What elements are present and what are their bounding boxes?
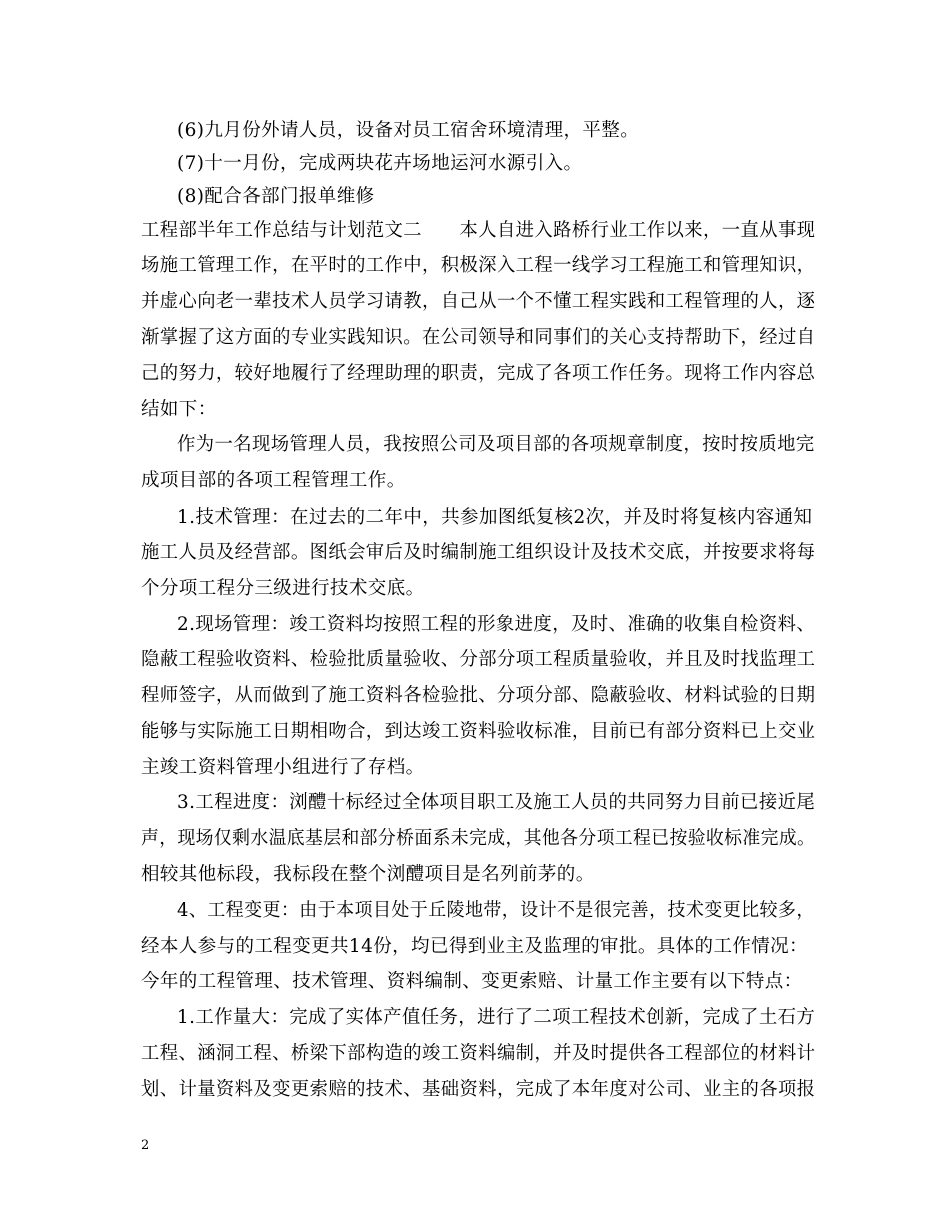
text-line: 经本人参与的工程变更共14份，均已得到业主及监理的审批。具体的工作情况：	[141, 936, 808, 957]
text-line: 1.工作量大：完成了实体产值任务，进行了二项工程技术创新，完成了土石方	[177, 1007, 816, 1028]
text-line: 场施工管理工作，在平时的工作中，积极深入工程一线学习工程施工和管理知识，	[141, 255, 816, 276]
text-line: 并虚心向老一辈技术人员学习请教，自己从一个不懂工程实践和工程管理的人，逐	[141, 291, 816, 312]
page-number: 2	[141, 1138, 150, 1153]
text-line: 己的努力，较好地履行了经理助理的职责，完成了各项工作任务。现将工作内容总	[141, 363, 816, 384]
text-line: 主竣工资料管理小组进行了存档。	[141, 757, 425, 778]
text-line: 划、计量资料及变更索赔的技术、基础资料，完成了本年度对公司、业主的各项报	[141, 1079, 816, 1100]
text-line: 3.工程进度：浏醴十标经过全体项目职工及施工人员的共同努力目前已接近尾	[177, 792, 816, 813]
text-line: 工程、涵洞工程、桥梁下部构造的竣工资料编制，并及时提供各工程部位的材料计	[141, 1043, 816, 1064]
text-line: (6)九月份外请人员，设备对员工宿舍环境清理，平整。	[177, 120, 640, 141]
text-line: 程师签字，从而做到了施工资料各检验批、分项分部、隐蔽验收、材料试验的日期	[141, 685, 816, 706]
text-line: 作为一名现场管理人员，我按照公司及项目部的各项规章制度，按时按质地完	[177, 434, 815, 455]
text-line: (7)十一月份，完成两块花卉场地运河水源引入。	[177, 153, 583, 174]
text-line: 1.技术管理：在过去的二年中，共参加图纸复核2次，并及时将复核内容通知	[177, 507, 813, 528]
text-line: 工程部半年工作总结与计划范文二 本人自进入路桥行业工作以来，一直从事现	[141, 220, 816, 241]
text-line: 今年的工程管理、技术管理、资料编制、变更索赔、计量工作主要有以下特点：	[141, 971, 803, 992]
text-line: 声，现场仅剩水温底基层和部分桥面系未完成，其他各分项工程已按验收标准完成。	[141, 828, 816, 849]
text-line: 隐蔽工程验收资料、检验批质量验收、分部分项工程质量验收，并且及时找监理工	[141, 649, 816, 670]
text-line: 个分项工程分三级进行技术交底。	[141, 578, 425, 599]
text-line: 能够与实际施工日期相吻合，到达竣工资料验收标准，目前已有部分资料已上交业	[141, 721, 816, 742]
text-line: 相较其他标段，我标段在整个浏醴项目是名列前茅的。	[141, 864, 595, 885]
text-line: 4、工程变更：由于本项目处于丘陵地带，设计不是很完善，技术变更比较多，	[177, 900, 815, 921]
text-line: (8)配合各部门报单维修	[177, 186, 375, 207]
text-line: 成项目部的各项工程管理工作。	[141, 470, 406, 491]
text-line: 施工人员及经营部。图纸会审后及时编制施工组织设计及技术交底，并按要求将每	[141, 542, 816, 563]
text-line: 结如下：	[141, 399, 217, 420]
text-line: 2.现场管理：竣工资料均按照工程的形象进度，及时、准确的收集自检资料、	[177, 614, 816, 635]
text-line: 渐掌握了这方面的专业实践知识。在公司领导和同事们的关心支持帮助下，经过自	[141, 327, 816, 348]
